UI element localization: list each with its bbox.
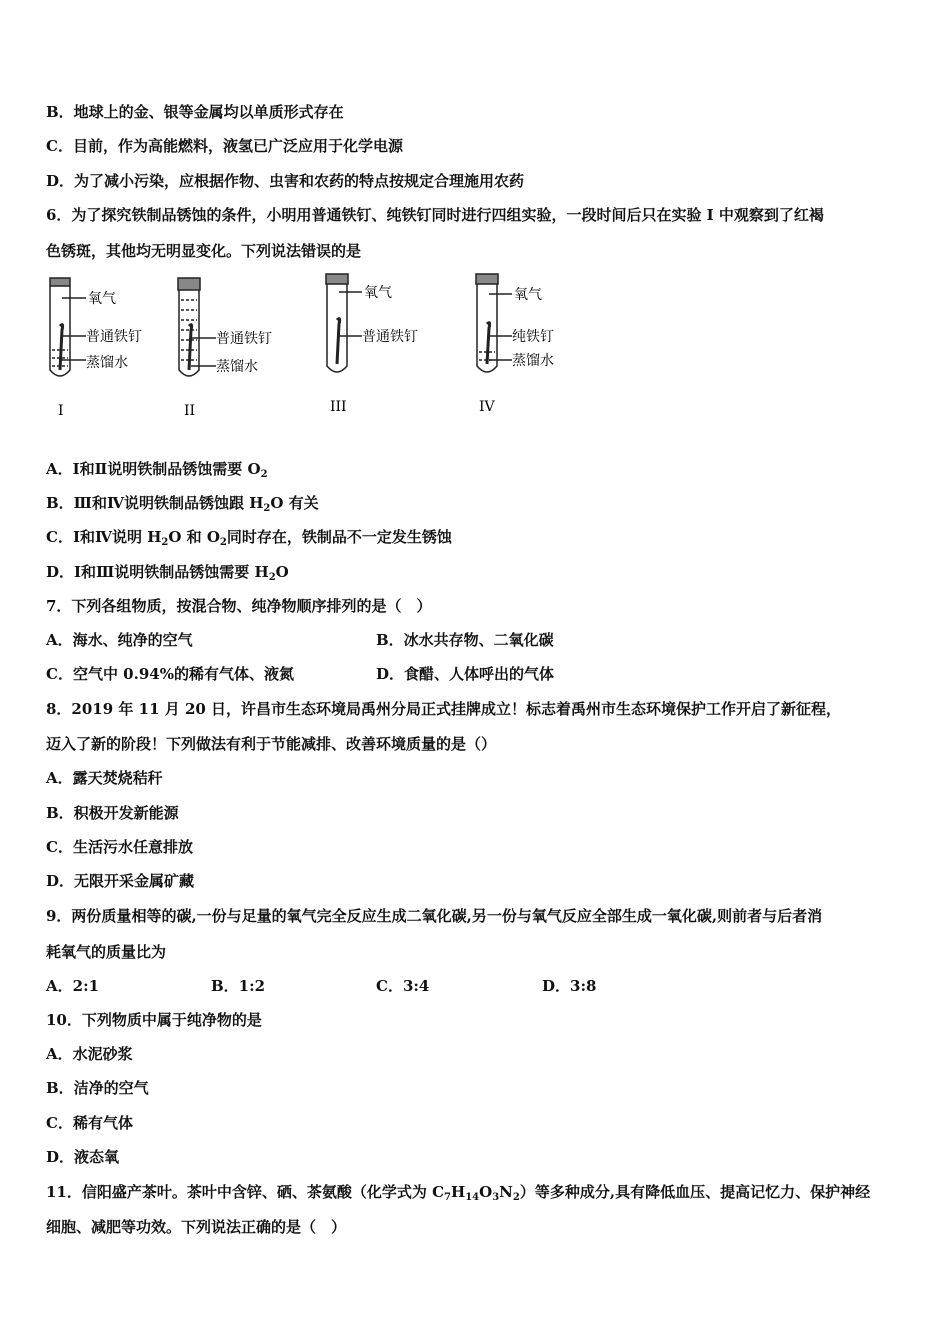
tube4-roman: IV — [479, 399, 495, 415]
q8-option-a: A．露天焚烧秸秆 — [46, 769, 163, 787]
q7-option-c: C．空气中 0.94%的稀有气体、液氮 — [46, 665, 294, 683]
q8-option-c: C．生活污水任意排放 — [46, 838, 193, 856]
tube1-label-nail: 普通铁钉 — [86, 329, 142, 345]
q10-option-c: C．稀有气体 — [46, 1114, 133, 1132]
tube2-label-water: 蒸馏水 — [216, 359, 258, 375]
q10-stem: 10．下列物质中属于纯净物的是 — [46, 1011, 262, 1029]
q6-stem-line2: 色锈斑，其他均无明显变化。下列说法错误的是 — [46, 242, 362, 260]
q5-option-c: C．目前，作为高能燃料，液氢已广泛应用于化学电源 — [46, 137, 403, 155]
tube2-label-nail: 普通铁钉 — [216, 331, 272, 347]
q9-option-d: D．3:8 — [542, 977, 597, 995]
tube-1 — [50, 278, 86, 376]
q9-option-a: A．2:1 — [46, 977, 100, 995]
q10-option-a: A．水泥砂浆 — [46, 1045, 133, 1063]
tube1-label-oxygen: 氧气 — [88, 291, 116, 307]
tube4-label-nail: 纯铁钉 — [512, 329, 554, 345]
q6-stem-line1: 6．为了探究铁制品锈蚀的条件，小明用普通铁钉、纯铁钉同时进行四组实验，一段时间后只在实验 I 中观察到了红褐 — [46, 206, 824, 224]
q9-option-b: B．1:2 — [211, 977, 266, 995]
tube3-roman: III — [330, 399, 347, 415]
q9-stem-line2: 耗氧气的质量比为 — [46, 943, 167, 961]
tube3-label-oxygen: 氧气 — [364, 285, 392, 301]
q10-option-d: D．液态氧 — [46, 1148, 120, 1166]
q10-option-b: B．洁净的空气 — [46, 1079, 149, 1097]
tube3-label-nail: 普通铁钉 — [362, 329, 418, 345]
tube4-label-oxygen: 氧气 — [514, 287, 542, 303]
q5-option-d: D．为了减小污染，应根据作物、虫害和农药的特点按规定合理施用农药 — [46, 172, 525, 190]
q9-option-c: C．3:4 — [376, 977, 430, 995]
q11-stem-line1: 11．信阳盛产茶叶。茶叶中含锌、硒、茶氨酸（化学式为 $C_7H_{14}O_3N_2$）等多种成分,具有降低血压、提高记忆力、保护神经 — [46, 1183, 871, 1203]
q7-stem: 7．下列各组物质，按混合物、纯净物顺序排列的是（ ） — [46, 597, 432, 615]
q8-option-d: D．无限开采金属矿藏 — [46, 872, 195, 890]
tube-2 — [178, 278, 216, 376]
q9-stem-line1: 9．两份质量相等的碳,一份与足量的氧气完全反应生成二氧化碳,另一份与氧气反应全部生成一氧化碳,则前者与后者消 — [46, 907, 823, 925]
q7-option-d: D．食醋、人体呼出的气体 — [376, 665, 555, 683]
q8-option-b: B．积极开发新能源 — [46, 804, 179, 822]
q6-option-c: C．Ⅰ和Ⅳ说明 $H_2O$ 和 $O_2$同时存在，铁制品不一定发生锈蚀 — [46, 528, 452, 548]
q8-stem-line1: 8．2019 年 11 月 20 日，许昌市生态环境局禹州分局正式挂牌成立！标志着禹州市生态环境保护工作开启了新征程， — [46, 700, 842, 718]
tube-4 — [476, 274, 512, 372]
q11-stem-line2: 细胞、减肥等功效。下列说法正确的是（ ） — [46, 1218, 347, 1236]
tube4-label-water: 蒸馏水 — [512, 353, 554, 369]
test-tube-diagram — [40, 270, 600, 430]
tube-3 — [326, 274, 362, 372]
test-tube-figure — [40, 270, 600, 430]
q6-option-d: D．Ⅰ和Ⅲ说明铁制品锈蚀需要 $H_2O$ — [46, 563, 289, 583]
tube1-label-water: 蒸馏水 — [86, 355, 128, 371]
q7-option-a: A．海水、纯净的空气 — [46, 631, 193, 649]
q7-option-b: B．冰水共存物、二氧化碳 — [376, 631, 554, 649]
tube1-roman: I — [58, 403, 64, 419]
q5-option-b: B．地球上的金、银等金属均以单质形式存在 — [46, 103, 344, 121]
q6-option-a: A．Ⅰ和Ⅱ说明铁制品锈蚀需要 $O_2$ — [46, 460, 268, 480]
q8-stem-line2: 迈入了新的阶段！下列做法有利于节能减排、改善环境质量的是（） — [46, 735, 497, 753]
q6-option-b: B．Ⅲ和Ⅳ说明铁制品锈蚀跟 $H_2O$ 有关 — [46, 494, 319, 514]
tube2-roman: II — [184, 403, 196, 419]
